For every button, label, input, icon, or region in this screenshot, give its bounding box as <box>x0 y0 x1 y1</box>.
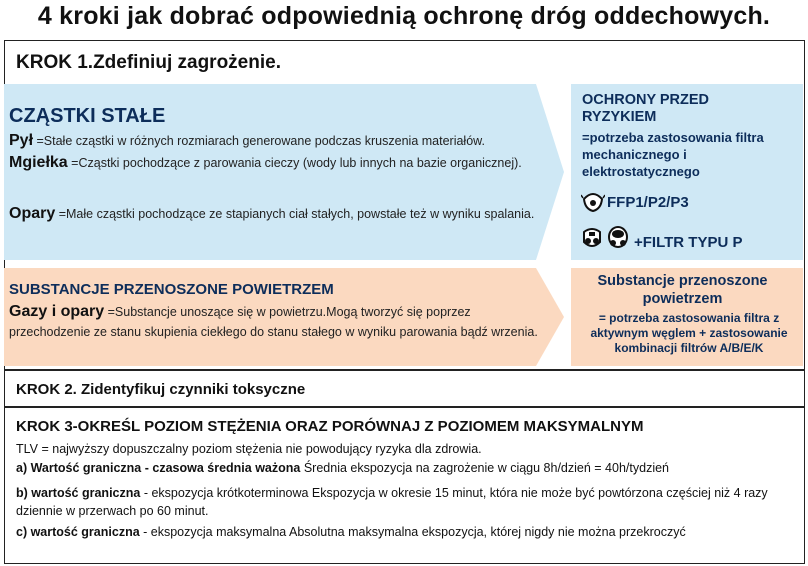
tlv-definition: TLV = najwyższy dopuszczalny poziom stężenia nie powodujący ryzyka dla zdrowia. <box>16 442 482 456</box>
desc-dust: =Stałe cząstki w różnych rozmiarach generowane podczas kruszenia materiałów. <box>33 134 485 148</box>
term-gases: Gazy i opary <box>9 303 105 320</box>
limit-a <box>16 461 669 475</box>
desc-fumes: =Małe cząstki pochodzące ze stapianych ciał stałych, powstałe też w wyniku spalania. <box>55 207 535 221</box>
full-face-mask-icon <box>606 226 630 250</box>
protection-heading-line1: OCHRONY PRZED <box>582 92 710 108</box>
limit-c <box>16 525 686 539</box>
airborne-heading: SUBSTANCJE PRZENOSZONE POWIETRZEM <box>9 281 334 298</box>
limit-b-label: b) wartość graniczna <box>16 486 141 500</box>
step3-title: KROK 3-OKREŚL POZIOM STĘŻENIA ORAZ PORÓWNAJ Z POZIOMEM MAKSYMALNYM <box>16 418 644 435</box>
protection-heading <box>582 92 709 126</box>
page-title: 4 kroki jak dobrać odpowiednią ochronę dróg oddechowych. <box>37 2 771 30</box>
particle-item-dust <box>9 133 544 149</box>
protection-text: =potrzeba zastosowania filtra mechanicznego i elektrostatycznego <box>582 130 764 179</box>
respirator-mask-icon <box>581 190 605 212</box>
term-fumes: Opary <box>9 205 56 222</box>
term-dust: Pył <box>9 132 34 149</box>
limit-a-text: Średnia ekspozycja na zagrożenie w ciągu 8h/dzień = 40h/tydzień <box>300 461 669 475</box>
filter-type-label: +FILTR TYPU P <box>634 234 743 251</box>
limit-b-text: - ekspozycja krótkoterminowa Ekspozycja w okresie 15 minut, która nie może być powtórzona częściej niż 4 razy dziennie w przerwach po 60 minut. <box>16 486 768 518</box>
airborne-protection-heading: Substancje przenoszone powietrzem <box>597 273 768 307</box>
particles-heading: CZĄSTKI STAŁE <box>9 105 166 127</box>
term-mist: Mgiełka <box>9 154 68 171</box>
ffp-label: FFP1/P2/P3 <box>607 194 689 211</box>
half-mask-icon <box>580 226 604 250</box>
desc-mist: =Cząstki pochodzące z parowania cieczy (wody lub innych na bazie organicznej). <box>67 156 522 170</box>
desc-gases: =Substancje unoszące się w powietrzu.Mogą tworzyć się poprzez przechodzenie ze stanu skupienia ciekłego do stanu stałego w wyniku parowania bądź wrzenia. <box>9 305 538 339</box>
divider-step2 <box>4 369 805 371</box>
limit-c-label: c) wartość graniczna <box>16 525 140 539</box>
particle-item-mist <box>9 154 539 172</box>
protection-heading-line2: RYZYKIEM <box>582 109 657 125</box>
divider-step3 <box>4 406 805 408</box>
airborne-protection-text: = potrzeba zastosowania filtra z aktywnym węglem + zastosowanie kombinacji filtrów A/B/E/K <box>590 311 788 355</box>
step1-title: KROK 1.Zdefiniuj zagrożenie. <box>16 52 281 73</box>
step2-title: KROK 2. Zidentyfikuj czynniki toksyczne <box>16 381 306 398</box>
limit-b <box>16 484 801 520</box>
limit-c-text: - ekspozycja maksymalna Absolutna maksymalna ekspozycja, której nigdy nie można przekroczyć <box>139 525 686 539</box>
limit-a-label: a) Wartość graniczna - czasowa średnia ważona <box>16 461 301 475</box>
particle-item-fumes <box>9 204 544 224</box>
airborne-item-gases <box>9 302 549 342</box>
